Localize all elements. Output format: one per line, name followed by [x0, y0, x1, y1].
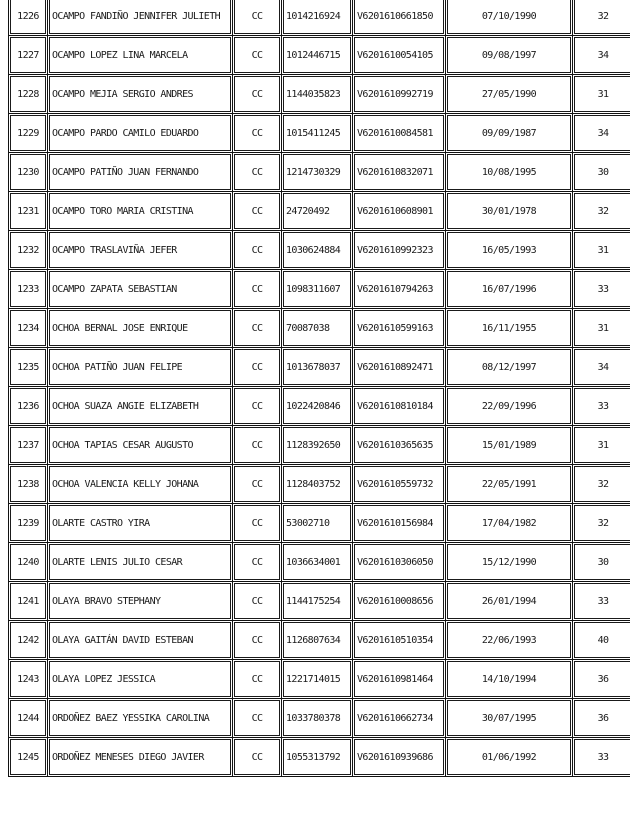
birth-date-cell: 14/10/1994: [446, 660, 573, 699]
table-row: [9, 387, 631, 426]
full-name-cell: OCAMPO PARDO CAMILO EDUARDO: [48, 114, 233, 153]
id-number-cell: 1033780378: [282, 699, 353, 738]
full-name-cell: OCAMPO TRASLAVIÑA JEFER: [48, 231, 233, 270]
table-row: [9, 192, 631, 231]
registration-code-cell: V6201610008656: [353, 582, 446, 621]
table-row: [9, 660, 631, 699]
age-cell: 32: [573, 192, 631, 231]
registration-code-cell: V6201610510354: [353, 621, 446, 660]
table-row: [9, 270, 631, 309]
table-row: [9, 543, 631, 582]
full-name-cell: OLAYA LOPEZ JESSICA: [48, 660, 233, 699]
registration-code-cell: V6201610365635: [353, 426, 446, 465]
age-cell: 34: [573, 114, 631, 153]
full-name-cell: OLAYA GAITÁN DAVID ESTEBAN: [48, 621, 233, 660]
id-number-cell: 1214730329: [282, 153, 353, 192]
document-type-cell: CC: [233, 36, 282, 75]
document-type-cell: CC: [233, 660, 282, 699]
registration-code-cell: V6201610608901: [353, 192, 446, 231]
age-cell: 31: [573, 309, 631, 348]
age-cell: 31: [573, 231, 631, 270]
age-cell: 31: [573, 75, 631, 114]
id-number-cell: 1144175254: [282, 582, 353, 621]
birth-date-cell: 09/08/1997: [446, 36, 573, 75]
birth-date-cell: 08/12/1997: [446, 348, 573, 387]
row-number-cell: 1227: [9, 36, 48, 75]
document-type-cell: CC: [233, 426, 282, 465]
table-row: [9, 36, 631, 75]
table-row: [9, 738, 631, 777]
full-name-cell: OLARTE CASTRO YIRA: [48, 504, 233, 543]
table-row: [9, 309, 631, 348]
roster-table-body: [9, 0, 631, 777]
age-cell: 33: [573, 738, 631, 777]
registration-code-cell: V6201610939686: [353, 738, 446, 777]
table-row: [9, 582, 631, 621]
age-cell: 33: [573, 582, 631, 621]
row-number-cell: 1238: [9, 465, 48, 504]
row-number-cell: 1230: [9, 153, 48, 192]
full-name-cell: OLARTE LENIS JULIO CESAR: [48, 543, 233, 582]
row-number-cell: 1234: [9, 309, 48, 348]
row-number-cell: 1243: [9, 660, 48, 699]
document-type-cell: CC: [233, 738, 282, 777]
document-type-cell: CC: [233, 582, 282, 621]
age-cell: 36: [573, 660, 631, 699]
document-type-cell: CC: [233, 504, 282, 543]
document-type-cell: CC: [233, 192, 282, 231]
registration-code-cell: V6201610794263: [353, 270, 446, 309]
table-row: [9, 621, 631, 660]
document-type-cell: CC: [233, 465, 282, 504]
full-name-cell: OCAMPO FANDIÑO JENNIFER JULIETH: [48, 0, 233, 36]
birth-date-cell: 22/05/1991: [446, 465, 573, 504]
document-type-cell: CC: [233, 114, 282, 153]
row-number-cell: 1236: [9, 387, 48, 426]
document-type-cell: CC: [233, 231, 282, 270]
full-name-cell: OCHOA VALENCIA KELLY JOHANA: [48, 465, 233, 504]
registration-code-cell: V6201610599163: [353, 309, 446, 348]
table-row: [9, 0, 631, 36]
document-type-cell: CC: [233, 543, 282, 582]
registration-code-cell: V6201610054105: [353, 36, 446, 75]
row-number-cell: 1244: [9, 699, 48, 738]
full-name-cell: OCAMPO TORO MARIA CRISTINA: [48, 192, 233, 231]
id-number-cell: 1014216924: [282, 0, 353, 36]
birth-date-cell: 01/06/1992: [446, 738, 573, 777]
table-row: [9, 504, 631, 543]
row-number-cell: 1232: [9, 231, 48, 270]
table-row: [9, 75, 631, 114]
age-cell: 33: [573, 387, 631, 426]
full-name-cell: OCAMPO LOPEZ LINA MARCELA: [48, 36, 233, 75]
full-name-cell: OCAMPO ZAPATA SEBASTIAN: [48, 270, 233, 309]
document-type-cell: CC: [233, 309, 282, 348]
age-cell: 33: [573, 270, 631, 309]
birth-date-cell: 22/09/1996: [446, 387, 573, 426]
birth-date-cell: 17/04/1982: [446, 504, 573, 543]
table-row: [9, 426, 631, 465]
birth-date-cell: 09/09/1987: [446, 114, 573, 153]
row-number-cell: 1233: [9, 270, 48, 309]
row-number-cell: 1245: [9, 738, 48, 777]
table-row: [9, 114, 631, 153]
id-number-cell: 1013678037: [282, 348, 353, 387]
age-cell: 34: [573, 348, 631, 387]
registration-code-cell: V6201610156984: [353, 504, 446, 543]
birth-date-cell: 27/05/1990: [446, 75, 573, 114]
registration-code-cell: V6201610559732: [353, 465, 446, 504]
row-number-cell: 1237: [9, 426, 48, 465]
full-name-cell: ORDOÑEZ BAEZ YESSIKA CAROLINA: [48, 699, 233, 738]
row-number-cell: 1226: [9, 0, 48, 36]
full-name-cell: OCAMPO PATIÑO JUAN FERNANDO: [48, 153, 233, 192]
row-number-cell: 1229: [9, 114, 48, 153]
birth-date-cell: 07/10/1990: [446, 0, 573, 36]
birth-date-cell: 16/05/1993: [446, 231, 573, 270]
age-cell: 36: [573, 699, 631, 738]
registration-code-cell: V6201610084581: [353, 114, 446, 153]
table-row: [9, 348, 631, 387]
full-name-cell: OLAYA BRAVO STEPHANY: [48, 582, 233, 621]
age-cell: 40: [573, 621, 631, 660]
document-type-cell: CC: [233, 75, 282, 114]
birth-date-cell: 16/07/1996: [446, 270, 573, 309]
age-cell: 30: [573, 543, 631, 582]
age-cell: 32: [573, 0, 631, 36]
age-cell: 31: [573, 426, 631, 465]
birth-date-cell: 26/01/1994: [446, 582, 573, 621]
full-name-cell: OCHOA TAPIAS CESAR AUGUSTO: [48, 426, 233, 465]
registration-code-cell: V6201610661850: [353, 0, 446, 36]
document-type-cell: CC: [233, 621, 282, 660]
table-row: [9, 153, 631, 192]
registration-code-cell: V6201610992719: [353, 75, 446, 114]
id-number-cell: 24720492: [282, 192, 353, 231]
id-number-cell: 1126807634: [282, 621, 353, 660]
row-number-cell: 1235: [9, 348, 48, 387]
roster-table: [8, 0, 630, 777]
full-name-cell: ORDOÑEZ MENESES DIEGO JAVIER: [48, 738, 233, 777]
table-row: [9, 231, 631, 270]
id-number-cell: 1012446715: [282, 36, 353, 75]
id-number-cell: 1022420846: [282, 387, 353, 426]
registration-code-cell: V6201610832071: [353, 153, 446, 192]
table-row: [9, 699, 631, 738]
full-name-cell: OCHOA BERNAL JOSE ENRIQUE: [48, 309, 233, 348]
birth-date-cell: 30/07/1995: [446, 699, 573, 738]
birth-date-cell: 22/06/1993: [446, 621, 573, 660]
birth-date-cell: 10/08/1995: [446, 153, 573, 192]
registration-code-cell: V6201610810184: [353, 387, 446, 426]
full-name-cell: OCHOA PATIÑO JUAN FELIPE: [48, 348, 233, 387]
age-cell: 32: [573, 504, 631, 543]
id-number-cell: 1128392650: [282, 426, 353, 465]
document-type-cell: CC: [233, 153, 282, 192]
registration-code-cell: V6201610992323: [353, 231, 446, 270]
id-number-cell: 1144035823: [282, 75, 353, 114]
row-number-cell: 1242: [9, 621, 48, 660]
id-number-cell: 1055313792: [282, 738, 353, 777]
id-number-cell: 1030624884: [282, 231, 353, 270]
id-number-cell: 1098311607: [282, 270, 353, 309]
scanned-roster-page: [8, 0, 630, 840]
table-row: [9, 465, 631, 504]
birth-date-cell: 30/01/1978: [446, 192, 573, 231]
row-number-cell: 1239: [9, 504, 48, 543]
age-cell: 30: [573, 153, 631, 192]
document-type-cell: CC: [233, 0, 282, 36]
registration-code-cell: V6201610306050: [353, 543, 446, 582]
row-number-cell: 1241: [9, 582, 48, 621]
full-name-cell: OCHOA SUAZA ANGIE ELIZABETH: [48, 387, 233, 426]
id-number-cell: 53002710: [282, 504, 353, 543]
id-number-cell: 1036634001: [282, 543, 353, 582]
row-number-cell: 1228: [9, 75, 48, 114]
birth-date-cell: 15/12/1990: [446, 543, 573, 582]
registration-code-cell: V6201610892471: [353, 348, 446, 387]
document-type-cell: CC: [233, 699, 282, 738]
age-cell: 32: [573, 465, 631, 504]
registration-code-cell: V6201610662734: [353, 699, 446, 738]
id-number-cell: 1128403752: [282, 465, 353, 504]
document-type-cell: CC: [233, 387, 282, 426]
row-number-cell: 1231: [9, 192, 48, 231]
id-number-cell: 70087038: [282, 309, 353, 348]
id-number-cell: 1221714015: [282, 660, 353, 699]
birth-date-cell: 15/01/1989: [446, 426, 573, 465]
full-name-cell: OCAMPO MEJIA SERGIO ANDRES: [48, 75, 233, 114]
id-number-cell: 1015411245: [282, 114, 353, 153]
document-type-cell: CC: [233, 270, 282, 309]
birth-date-cell: 16/11/1955: [446, 309, 573, 348]
age-cell: 34: [573, 36, 631, 75]
document-type-cell: CC: [233, 348, 282, 387]
row-number-cell: 1240: [9, 543, 48, 582]
registration-code-cell: V6201610981464: [353, 660, 446, 699]
